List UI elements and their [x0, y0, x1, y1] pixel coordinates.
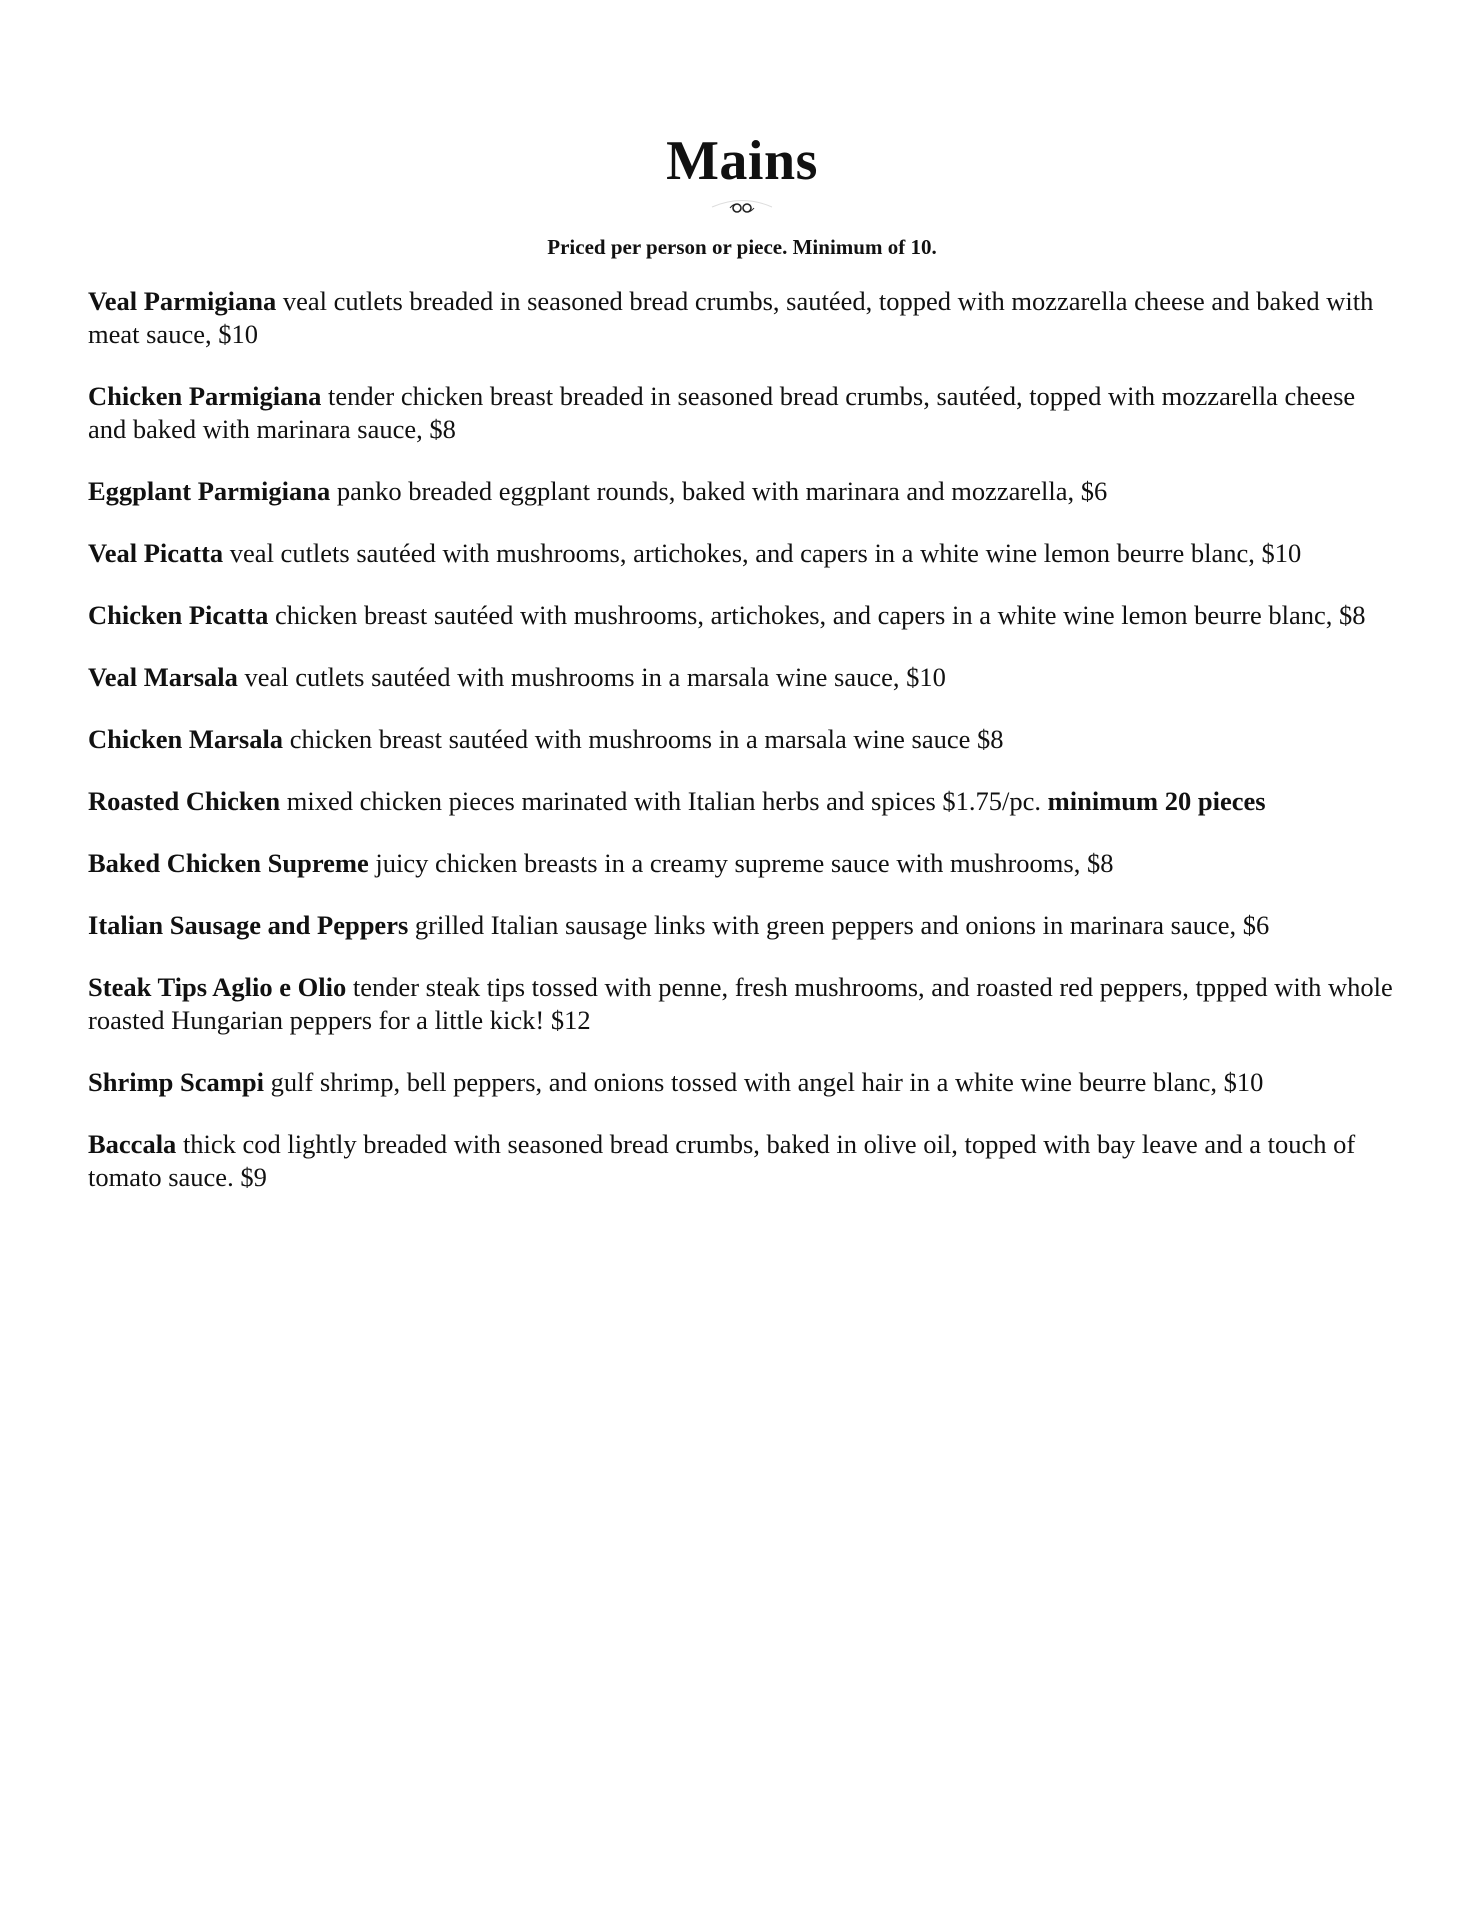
menu-item-name: Steak Tips Aglio e Olio: [88, 972, 347, 1002]
menu-item-description: grilled Italian sausage links with green peppers and onions in marinara sauce, $6: [408, 910, 1270, 940]
menu-item-description: chicken breast sautéed with mushrooms in a marsala wine sauce $8: [283, 724, 1004, 754]
ornament-divider-icon: [562, 198, 922, 218]
menu-item-name: Baked Chicken Supreme: [88, 848, 369, 878]
menu-item-description: veal cutlets sautéed with mushrooms in a marsala wine sauce, $10: [237, 662, 946, 692]
menu-item-description: gulf shrimp, bell peppers, and onions tossed with angel hair in a white wine beurre blanc, $10: [263, 1067, 1264, 1097]
menu-item: [88, 723, 1398, 756]
menu-item: [88, 785, 1398, 818]
menu-item: [88, 661, 1398, 694]
menu-item: [88, 599, 1398, 632]
menu-item-name: Veal Marsala: [88, 662, 238, 692]
menu-item: [88, 909, 1398, 942]
menu-item-description: chicken breast sautéed with mushrooms, artichokes, and capers in a white wine lemon beurre blanc, $8: [268, 600, 1366, 630]
menu-item-description: tender steak tips tossed with penne, fresh mushrooms, and roasted red peppers, tppped with whole roasted Hungarian peppers for a little kick! $12: [88, 972, 1393, 1035]
page-title: Mains: [666, 130, 818, 192]
menu-item-name: Veal Parmigiana: [88, 286, 277, 316]
menu-item: [88, 1066, 1398, 1099]
menu-item-description: panko breaded eggplant rounds, baked with marinara and mozzarella, $6: [330, 476, 1108, 506]
menu-item-description: tender chicken breast breaded in seasoned bread crumbs, sautéed, topped with mozzarella cheese and baked with marinara sauce, $8: [88, 381, 1356, 444]
menu-item: [88, 971, 1398, 1037]
menu-item-name: Baccala: [88, 1129, 177, 1159]
menu-item-name: Italian Sausage and Peppers: [88, 910, 409, 940]
menu-item-description: thick cod lightly breaded with seasoned bread crumbs, baked in olive oil, topped with bay leave and a touch of tomato sauce. $9: [88, 1129, 1356, 1192]
menu-item-name: Eggplant Parmigiana: [88, 476, 331, 506]
menu-item-description: veal cutlets sautéed with mushrooms, artichokes, and capers in a white wine lemon beurre blanc, $10: [223, 538, 1302, 568]
menu-item-name: Shrimp Scampi: [88, 1067, 264, 1097]
menu-item-description: juicy chicken breasts in a creamy supreme sauce with mushrooms, $8: [368, 848, 1114, 878]
menu-item-note: minimum 20 pieces: [1047, 786, 1266, 816]
menu-item-description: veal cutlets breaded in seasoned bread crumbs, sautéed, topped with mozzarella cheese and baked with meat sauce, $10: [88, 286, 1374, 349]
menu-item-name: Roasted Chicken: [88, 786, 281, 816]
menu-item-list: [88, 285, 1398, 1223]
menu-item: [88, 537, 1398, 570]
menu-item: [88, 847, 1398, 880]
menu-item: [88, 380, 1398, 446]
menu-item-name: Chicken Parmigiana: [88, 381, 322, 411]
pricing-note: Priced per person or piece. Minimum of 10.: [547, 235, 937, 259]
menu-header: [0, 126, 1484, 260]
menu-item: [88, 475, 1398, 508]
menu-item-name: Chicken Marsala: [88, 724, 284, 754]
menu-item: [88, 1128, 1398, 1194]
menu-item: [88, 285, 1398, 351]
menu-item-name: Veal Picatta: [88, 538, 224, 568]
menu-item-name: Chicken Picatta: [88, 600, 269, 630]
menu-item-description: mixed chicken pieces marinated with Italian herbs and spices $1.75/pc.: [280, 786, 1048, 816]
